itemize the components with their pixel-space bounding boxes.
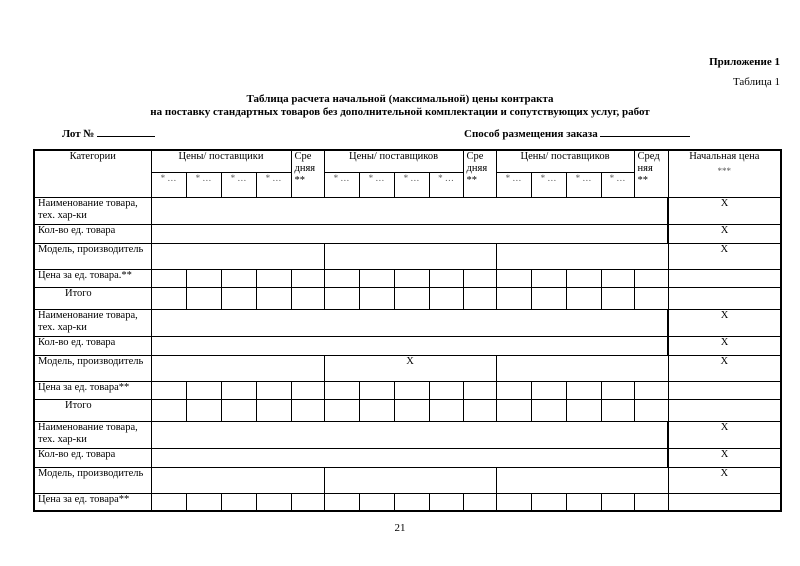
price-cell[interactable] bbox=[291, 381, 324, 399]
price-cell[interactable] bbox=[256, 493, 291, 511]
row-label: Цена за ед. товара.** bbox=[34, 269, 151, 287]
price-cell[interactable] bbox=[531, 381, 566, 399]
initial-price-note: *** bbox=[717, 166, 732, 176]
row-label: Наименование товара, тех. хар-ки bbox=[34, 309, 151, 336]
supplier-column-header: * … bbox=[186, 172, 221, 197]
document-title: Таблица расчета начальной (максимальной) цены контракта bbox=[246, 93, 554, 105]
supplier-column-header: * … bbox=[256, 172, 291, 197]
merged-value-cell[interactable] bbox=[151, 421, 668, 448]
order-method-label: Способ размещения заказа bbox=[464, 128, 598, 140]
price-cell[interactable] bbox=[256, 381, 291, 399]
supplier-column-header: * … bbox=[359, 172, 394, 197]
group-value-cell[interactable] bbox=[496, 243, 668, 269]
initial-price-cell[interactable] bbox=[668, 493, 781, 511]
price-calculation-table bbox=[33, 149, 782, 512]
price-cell[interactable] bbox=[291, 399, 324, 421]
row-label: Кол-во ед. товара bbox=[34, 224, 151, 243]
price-cell[interactable] bbox=[151, 269, 186, 287]
initial-price-cell[interactable]: X bbox=[668, 224, 781, 243]
appendix-label: Приложение 1 bbox=[709, 56, 780, 68]
table-row bbox=[34, 448, 781, 467]
price-cell[interactable] bbox=[601, 269, 634, 287]
price-cell[interactable] bbox=[359, 399, 394, 421]
price-cell[interactable] bbox=[566, 493, 601, 511]
price-cell[interactable] bbox=[221, 287, 256, 309]
price-cell[interactable] bbox=[359, 493, 394, 511]
price-cell[interactable] bbox=[634, 493, 668, 511]
price-cell[interactable] bbox=[324, 269, 359, 287]
group-value-cell[interactable] bbox=[324, 467, 496, 493]
row-label: Итого bbox=[34, 399, 151, 421]
row-label: Модель, производитель bbox=[34, 243, 151, 269]
price-cell[interactable] bbox=[291, 269, 324, 287]
supplier-column-header: * … bbox=[324, 172, 359, 197]
row-label: Кол-во ед. товара bbox=[34, 448, 151, 467]
header-supplier-group: Цены/ поставщики bbox=[151, 150, 291, 172]
price-cell[interactable] bbox=[186, 399, 221, 421]
table-row bbox=[34, 287, 781, 309]
initial-price-cell[interactable] bbox=[668, 269, 781, 287]
initial-price-cell[interactable]: X bbox=[668, 448, 781, 467]
order-method-blank bbox=[600, 126, 690, 137]
merged-value-cell[interactable] bbox=[151, 309, 668, 336]
merged-value-cell[interactable] bbox=[151, 336, 668, 355]
supplier-column-header: * … bbox=[394, 172, 429, 197]
price-cell[interactable] bbox=[394, 287, 429, 309]
group-value-cell[interactable] bbox=[496, 467, 668, 493]
group-value-cell[interactable] bbox=[151, 467, 324, 493]
row-label: Кол-во ед. товара bbox=[34, 336, 151, 355]
price-cell[interactable] bbox=[186, 381, 221, 399]
price-cell[interactable] bbox=[324, 493, 359, 511]
table-row bbox=[34, 269, 781, 287]
price-cell[interactable] bbox=[429, 399, 463, 421]
price-cell[interactable] bbox=[531, 399, 566, 421]
price-cell[interactable] bbox=[429, 269, 463, 287]
supplier-column-header: * … bbox=[221, 172, 256, 197]
price-cell[interactable] bbox=[186, 287, 221, 309]
initial-price-cell[interactable]: X bbox=[668, 355, 781, 381]
price-cell[interactable] bbox=[601, 287, 634, 309]
header-average: Сред няя ** bbox=[634, 150, 668, 197]
price-cell[interactable] bbox=[496, 493, 531, 511]
price-cell[interactable] bbox=[601, 381, 634, 399]
table-row bbox=[34, 421, 781, 448]
price-cell[interactable] bbox=[151, 381, 186, 399]
price-cell[interactable] bbox=[221, 381, 256, 399]
group-value-cell[interactable]: X bbox=[324, 355, 496, 381]
price-cell[interactable] bbox=[463, 493, 496, 511]
price-cell[interactable] bbox=[496, 399, 531, 421]
initial-price-label: Начальная цена bbox=[689, 151, 760, 162]
price-cell[interactable] bbox=[496, 381, 531, 399]
merged-value-cell[interactable] bbox=[151, 197, 668, 224]
order-method-field bbox=[464, 126, 690, 140]
table-row bbox=[34, 309, 781, 336]
price-cell[interactable] bbox=[359, 381, 394, 399]
price-cell[interactable] bbox=[634, 269, 668, 287]
price-cell[interactable] bbox=[463, 287, 496, 309]
price-cell[interactable] bbox=[566, 381, 601, 399]
price-cell[interactable] bbox=[324, 287, 359, 309]
price-cell[interactable] bbox=[394, 269, 429, 287]
lot-label: Лот № bbox=[62, 128, 95, 140]
merged-value-cell[interactable] bbox=[151, 224, 668, 243]
row-label: Наименование товара, тех. хар-ки bbox=[34, 197, 151, 224]
price-cell[interactable] bbox=[221, 269, 256, 287]
table-number: Таблица 1 bbox=[732, 76, 780, 88]
price-cell[interactable] bbox=[359, 287, 394, 309]
price-cell[interactable] bbox=[151, 399, 186, 421]
table-row bbox=[34, 467, 781, 493]
row-label: Модель, производитель bbox=[34, 355, 151, 381]
price-cell[interactable] bbox=[463, 269, 496, 287]
supplier-column-header: * … bbox=[496, 172, 531, 197]
header-initial-price bbox=[668, 150, 781, 197]
row-label: Модель, производитель bbox=[34, 467, 151, 493]
price-cell[interactable] bbox=[324, 399, 359, 421]
initial-price-cell[interactable]: X bbox=[668, 243, 781, 269]
price-cell[interactable] bbox=[634, 399, 668, 421]
row-label: Наименование товара, тех. хар-ки bbox=[34, 421, 151, 448]
price-cell[interactable] bbox=[394, 381, 429, 399]
price-cell[interactable] bbox=[566, 287, 601, 309]
price-cell[interactable] bbox=[221, 399, 256, 421]
initial-price-cell[interactable]: X bbox=[668, 421, 781, 448]
lot-blank bbox=[97, 126, 155, 137]
price-cell[interactable] bbox=[429, 287, 463, 309]
price-cell[interactable] bbox=[463, 399, 496, 421]
price-cell[interactable] bbox=[531, 493, 566, 511]
initial-price-cell[interactable] bbox=[668, 399, 781, 421]
table-row bbox=[34, 493, 781, 511]
price-cell[interactable] bbox=[151, 287, 186, 309]
row-label: Цена за ед. товара** bbox=[34, 493, 151, 511]
header-supplier-group: Цены/ поставщиков bbox=[496, 150, 634, 172]
price-cell[interactable] bbox=[221, 493, 256, 511]
initial-price-cell[interactable] bbox=[668, 381, 781, 399]
price-cell[interactable] bbox=[496, 269, 531, 287]
table-row bbox=[34, 355, 781, 381]
lot-field bbox=[62, 126, 155, 140]
table-row bbox=[34, 224, 781, 243]
page-number: 21 bbox=[394, 522, 406, 534]
group-value-cell[interactable] bbox=[496, 355, 668, 381]
initial-price-cell[interactable]: X bbox=[668, 467, 781, 493]
price-cell[interactable] bbox=[256, 269, 291, 287]
price-cell[interactable] bbox=[531, 269, 566, 287]
row-label: Итого bbox=[34, 287, 151, 309]
price-cell[interactable] bbox=[566, 399, 601, 421]
table-row bbox=[34, 399, 781, 421]
table-row bbox=[34, 197, 781, 224]
price-cell[interactable] bbox=[394, 493, 429, 511]
price-cell[interactable] bbox=[256, 287, 291, 309]
price-cell[interactable] bbox=[463, 381, 496, 399]
initial-price-cell[interactable]: X bbox=[668, 197, 781, 224]
group-value-cell[interactable] bbox=[151, 243, 324, 269]
merged-value-cell[interactable] bbox=[151, 448, 668, 467]
supplier-column-header: * … bbox=[566, 172, 601, 197]
price-cell[interactable] bbox=[531, 287, 566, 309]
price-cell[interactable] bbox=[634, 287, 668, 309]
initial-price-cell[interactable]: X bbox=[668, 336, 781, 355]
row-label: Цена за ед. товара** bbox=[34, 381, 151, 399]
table-row bbox=[34, 243, 781, 269]
price-cell[interactable] bbox=[324, 381, 359, 399]
price-cell[interactable] bbox=[256, 399, 291, 421]
price-cell[interactable] bbox=[291, 287, 324, 309]
price-cell[interactable] bbox=[601, 399, 634, 421]
header-row bbox=[34, 150, 781, 172]
group-value-cell[interactable] bbox=[151, 355, 324, 381]
table-row bbox=[34, 381, 781, 399]
header-average: Сре дняя ** bbox=[291, 150, 324, 197]
price-cell[interactable] bbox=[566, 269, 601, 287]
supplier-column-header: * … bbox=[429, 172, 463, 197]
document-subtitle: на поставку стандартных товаров без дополнительной комплектации и сопутствующих услуг, работ bbox=[150, 106, 650, 118]
header-category: Категории bbox=[34, 150, 151, 197]
supplier-column-header: * … bbox=[151, 172, 186, 197]
price-cell[interactable] bbox=[186, 269, 221, 287]
price-cell[interactable] bbox=[291, 493, 324, 511]
price-cell[interactable] bbox=[634, 381, 668, 399]
group-value-cell[interactable] bbox=[324, 243, 496, 269]
initial-price-cell[interactable] bbox=[668, 287, 781, 309]
price-cell[interactable] bbox=[429, 493, 463, 511]
price-cell[interactable] bbox=[429, 381, 463, 399]
initial-price-cell[interactable]: X bbox=[668, 309, 781, 336]
price-cell[interactable] bbox=[496, 287, 531, 309]
price-cell[interactable] bbox=[186, 493, 221, 511]
price-cell[interactable] bbox=[359, 269, 394, 287]
supplier-column-header: * … bbox=[601, 172, 634, 197]
header-average: Сре дняя ** bbox=[463, 150, 496, 197]
header-supplier-group: Цены/ поставщиков bbox=[324, 150, 463, 172]
price-cell[interactable] bbox=[151, 493, 186, 511]
supplier-column-header: * … bbox=[531, 172, 566, 197]
price-cell[interactable] bbox=[394, 399, 429, 421]
table-row bbox=[34, 336, 781, 355]
price-cell[interactable] bbox=[601, 493, 634, 511]
